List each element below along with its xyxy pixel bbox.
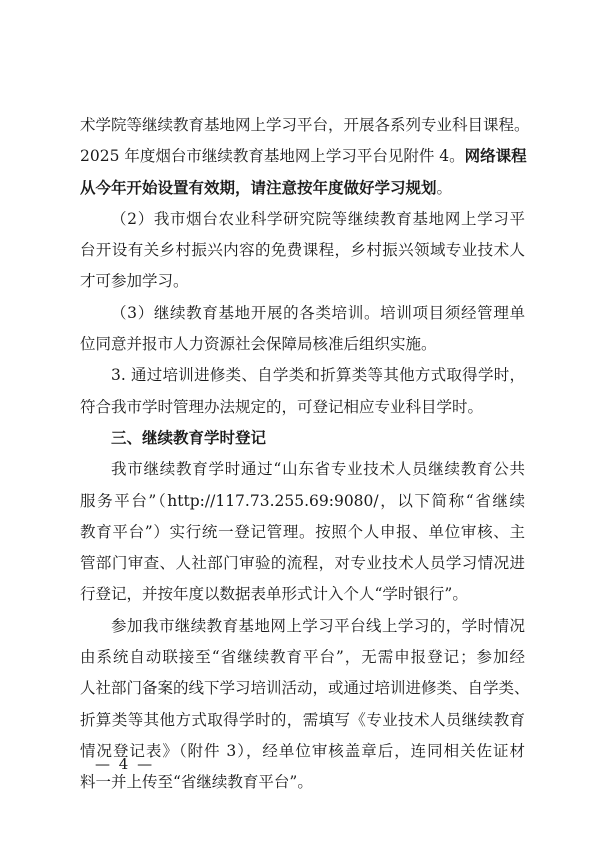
text-line: 由系统自动联接至“省继续教育平台”，无需申报登记；参加经 — [80, 648, 525, 667]
text-line: 人社部门备案的线下学习培训活动，或通过培训进修类、自学类、 — [80, 679, 530, 698]
text-line — [80, 173, 525, 204]
section-heading: 三、继续教育学时登记 — [111, 428, 267, 447]
text-line: 3. 通过培训进修类、自学类和折算类等其他方式取得学时， — [111, 366, 525, 385]
text-line: 情况登记表》（附件 3），经单位审核盖章后，连同相关佐证材 — [80, 741, 525, 760]
text-line: 位同意并报市人力资源社会保障局核准后组织实施。 — [80, 335, 437, 354]
text-line: （2）我市烟台农业科学研究院等继续教育基地网上学习平 — [111, 209, 525, 228]
text-line: 管部门审查、人社部门审验的流程，对专业技术人员学习情况进 — [80, 554, 525, 573]
document-body — [80, 110, 530, 799]
text-span: 。 — [436, 178, 453, 197]
text-line — [80, 141, 525, 172]
text-line: （3）继续教育基地开展的各类培训。培训项目须经管理单 — [111, 303, 525, 322]
text-line: 我市继续教育学时通过“山东省专业技术人员继续教育公共 — [111, 460, 525, 479]
text-line: 教育平台”）实行统一登记管理。按照个人申报、单位审核、主 — [80, 522, 525, 541]
page-number: — 4 — — [95, 755, 155, 773]
text-line: 行登记，并按年度以数据表单形式计入个人“学时银行”。 — [80, 585, 468, 604]
text-line: 服务平台”（http://117.73.255.69:9080/，以下简称“省继续 — [80, 491, 525, 510]
text-line: 台开设有关乡村振兴内容的免费课程，乡村振兴领域专业技术人 — [80, 241, 525, 260]
emphasis-text: 从今年开始设置有效期，请注意按年度做好学习规划 — [80, 178, 437, 197]
text-line: 符合我市学时管理办法规定的，可登记相应专业科目学时。 — [80, 397, 484, 416]
emphasis-text: 网络课程 — [464, 147, 527, 166]
text-line: 折算类等其他方式取得学时的，需填写《专业技术人员继续教育 — [80, 710, 525, 729]
text-line: 料一并上传至“省继续教育平台”。 — [80, 773, 313, 792]
text-line: 参加我市继续教育基地网上学习平台线上学习的，学时情况 — [111, 616, 525, 635]
text-span: 2025 年度烟台市继续教育基地网上学习平台见附件 4。 — [80, 147, 465, 166]
text-line: 才可参加学习。 — [80, 272, 189, 291]
text-line: 术学院等继续教育基地网上学习平台，开展各系列专业科目课程。 — [80, 116, 530, 134]
